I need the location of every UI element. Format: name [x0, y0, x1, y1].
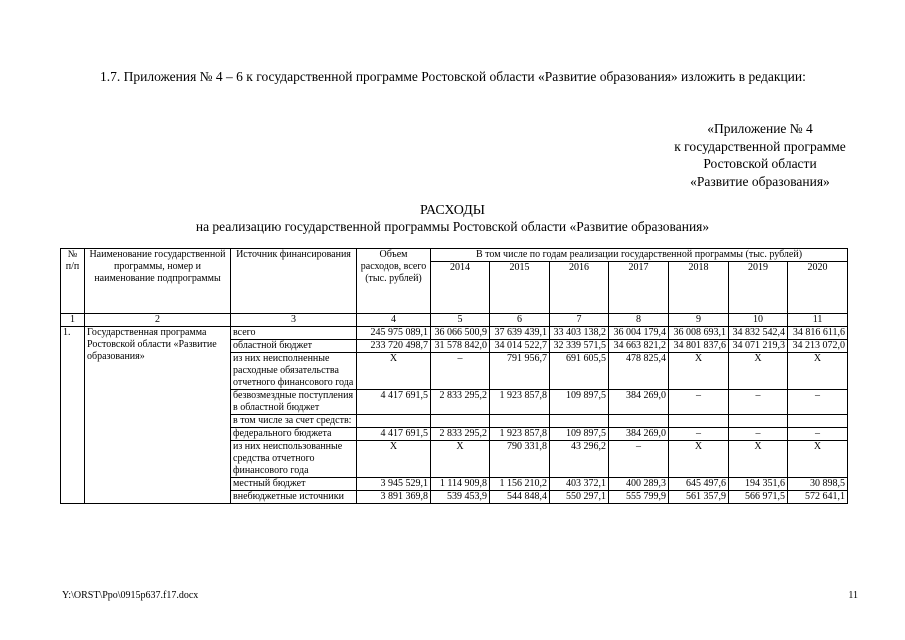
value-cell [669, 415, 729, 428]
col-number: 5 [431, 314, 490, 327]
value-cell: 572 641,1 [788, 491, 848, 504]
value-cell [729, 415, 788, 428]
value-cell: 233 720 498,7 [357, 340, 431, 353]
value-cell [788, 415, 848, 428]
value-cell: – [788, 428, 848, 441]
col-number: 11 [788, 314, 848, 327]
col-number: 2 [85, 314, 231, 327]
source-cell: из них неиспользованные средства отчетного финансового года [231, 441, 357, 478]
col-number: 7 [550, 314, 609, 327]
value-cell: 36 066 500,9 [431, 327, 490, 340]
header-year-2015: 2015 [490, 262, 550, 314]
value-cell: X [431, 441, 490, 478]
value-cell: 691 605,5 [550, 353, 609, 390]
value-cell: 34 014 522,7 [490, 340, 550, 353]
value-cell: – [609, 441, 669, 478]
source-cell: федерального бюджета [231, 428, 357, 441]
document-subtitle: на реализацию государственной программы Ростовской области «Развитие образования» [195, 219, 710, 234]
col-number: 9 [669, 314, 729, 327]
value-cell: X [729, 441, 788, 478]
source-cell: всего [231, 327, 357, 340]
value-cell: 109 897,5 [550, 428, 609, 441]
value-cell: – [669, 428, 729, 441]
value-cell: 34 213 072,0 [788, 340, 848, 353]
value-cell: 1 114 909,8 [431, 478, 490, 491]
column-number-row [61, 314, 848, 327]
intro-paragraph [62, 68, 860, 86]
source-cell: областной бюджет [231, 340, 357, 353]
value-cell: 2 833 295,2 [431, 428, 490, 441]
header-year-2019: 2019 [729, 262, 788, 314]
header-year-2018: 2018 [669, 262, 729, 314]
source-cell: в том числе за счет средств: [231, 415, 357, 428]
value-cell: 555 799,9 [609, 491, 669, 504]
col-number: 4 [357, 314, 431, 327]
header-source: Источник финансирования [231, 249, 357, 314]
value-cell: 36 008 693,1 [669, 327, 729, 340]
value-cell: 32 339 571,5 [550, 340, 609, 353]
value-cell: 550 297,1 [550, 491, 609, 504]
appendix-heading [640, 120, 880, 190]
header-volume: Объем расходов, всего (тыс. рублей) [357, 249, 431, 314]
footer-page-number: 11 [848, 590, 858, 601]
value-cell: 1 156 210,2 [490, 478, 550, 491]
value-cell: 400 289,3 [609, 478, 669, 491]
source-cell: безвозмездные поступления в областной бюджет [231, 390, 357, 415]
value-cell: 34 816 611,6 [788, 327, 848, 340]
col-number: 6 [490, 314, 550, 327]
value-cell: X [788, 353, 848, 390]
expenses-table [60, 248, 848, 504]
value-cell [357, 415, 431, 428]
value-cell: 478 825,4 [609, 353, 669, 390]
source-cell: внебюджетные источники [231, 491, 357, 504]
value-cell: 109 897,5 [550, 390, 609, 415]
header-year-2014: 2014 [431, 262, 490, 314]
value-cell: 37 639 439,1 [490, 327, 550, 340]
value-cell: X [357, 353, 431, 390]
program-num: 1. [61, 327, 85, 504]
value-cell: X [729, 353, 788, 390]
header-year-2020: 2020 [788, 262, 848, 314]
value-cell: – [669, 390, 729, 415]
value-cell: 3 891 369,8 [357, 491, 431, 504]
value-cell: 403 372,1 [550, 478, 609, 491]
value-cell: 790 331,8 [490, 441, 550, 478]
value-cell [550, 415, 609, 428]
program-name: Государственная программа Ростовской области «Развитие образования» [85, 327, 231, 504]
value-cell: 34 801 837,6 [669, 340, 729, 353]
value-cell: 4 417 691,5 [357, 390, 431, 415]
appendix-line-1: «Приложение № 4 [707, 121, 813, 136]
value-cell: X [669, 353, 729, 390]
value-cell: 2 833 295,2 [431, 390, 490, 415]
value-cell: 34 071 219,3 [729, 340, 788, 353]
appendix-line-4: «Развитие образования» [690, 173, 830, 189]
value-cell [609, 415, 669, 428]
value-cell [431, 415, 490, 428]
value-cell: – [431, 353, 490, 390]
value-cell: 384 269,0 [609, 390, 669, 415]
col-number: 10 [729, 314, 788, 327]
value-cell: 36 004 179,4 [609, 327, 669, 340]
document-title: РАСХОДЫ [420, 203, 485, 218]
value-cell: 1 923 857,8 [490, 428, 550, 441]
value-cell: 566 971,5 [729, 491, 788, 504]
header-year-2016: 2016 [550, 262, 609, 314]
col-number: 1 [61, 314, 85, 327]
value-cell: 539 453,9 [431, 491, 490, 504]
col-number: 8 [609, 314, 669, 327]
value-cell: 4 417 691,5 [357, 428, 431, 441]
value-cell: 30 898,5 [788, 478, 848, 491]
value-cell: 544 848,4 [490, 491, 550, 504]
value-cell: 791 956,7 [490, 353, 550, 390]
header-num: № п/п [61, 249, 85, 314]
value-cell: 31 578 842,0 [431, 340, 490, 353]
header-year-2017: 2017 [609, 262, 669, 314]
value-cell: 645 497,6 [669, 478, 729, 491]
value-cell: – [729, 390, 788, 415]
table-header-row [61, 249, 848, 262]
col-number: 3 [231, 314, 357, 327]
value-cell: 245 975 089,1 [357, 327, 431, 340]
value-cell [490, 415, 550, 428]
value-cell: 384 269,0 [609, 428, 669, 441]
value-cell: 33 403 138,2 [550, 327, 609, 340]
appendix-line-2: к государственной программе [674, 138, 846, 154]
value-cell: 34 663 821,2 [609, 340, 669, 353]
header-name: Наименование государственной программы, номер и наименование подпрограммы [85, 249, 231, 314]
appendix-line-3: Ростовской области [703, 156, 817, 171]
value-cell: 1 923 857,8 [490, 390, 550, 415]
value-cell: X [357, 441, 431, 478]
value-cell: 34 832 542,4 [729, 327, 788, 340]
value-cell: 3 945 529,1 [357, 478, 431, 491]
value-cell: 43 296,2 [550, 441, 609, 478]
table-row [61, 327, 848, 340]
source-cell: местный бюджет [231, 478, 357, 491]
value-cell: X [669, 441, 729, 478]
value-cell: 194 351,6 [729, 478, 788, 491]
header-years-caption: В том числе по годам реализации государственной программы (тыс. рублей) [431, 249, 848, 262]
footer-file-path: Y:\ORST\Ppo\0915p637.f17.docx [62, 590, 199, 601]
value-cell: – [788, 390, 848, 415]
intro-paragraph-text: 1.7. Приложения № 4 – 6 к государственной программе Ростовской области «Развитие образования» изложить в редакции: [100, 69, 806, 84]
value-cell: 561 357,9 [669, 491, 729, 504]
value-cell: – [729, 428, 788, 441]
source-cell: из них неисполненные расходные обязательства отчетного финансового года [231, 353, 357, 390]
value-cell: X [788, 441, 848, 478]
